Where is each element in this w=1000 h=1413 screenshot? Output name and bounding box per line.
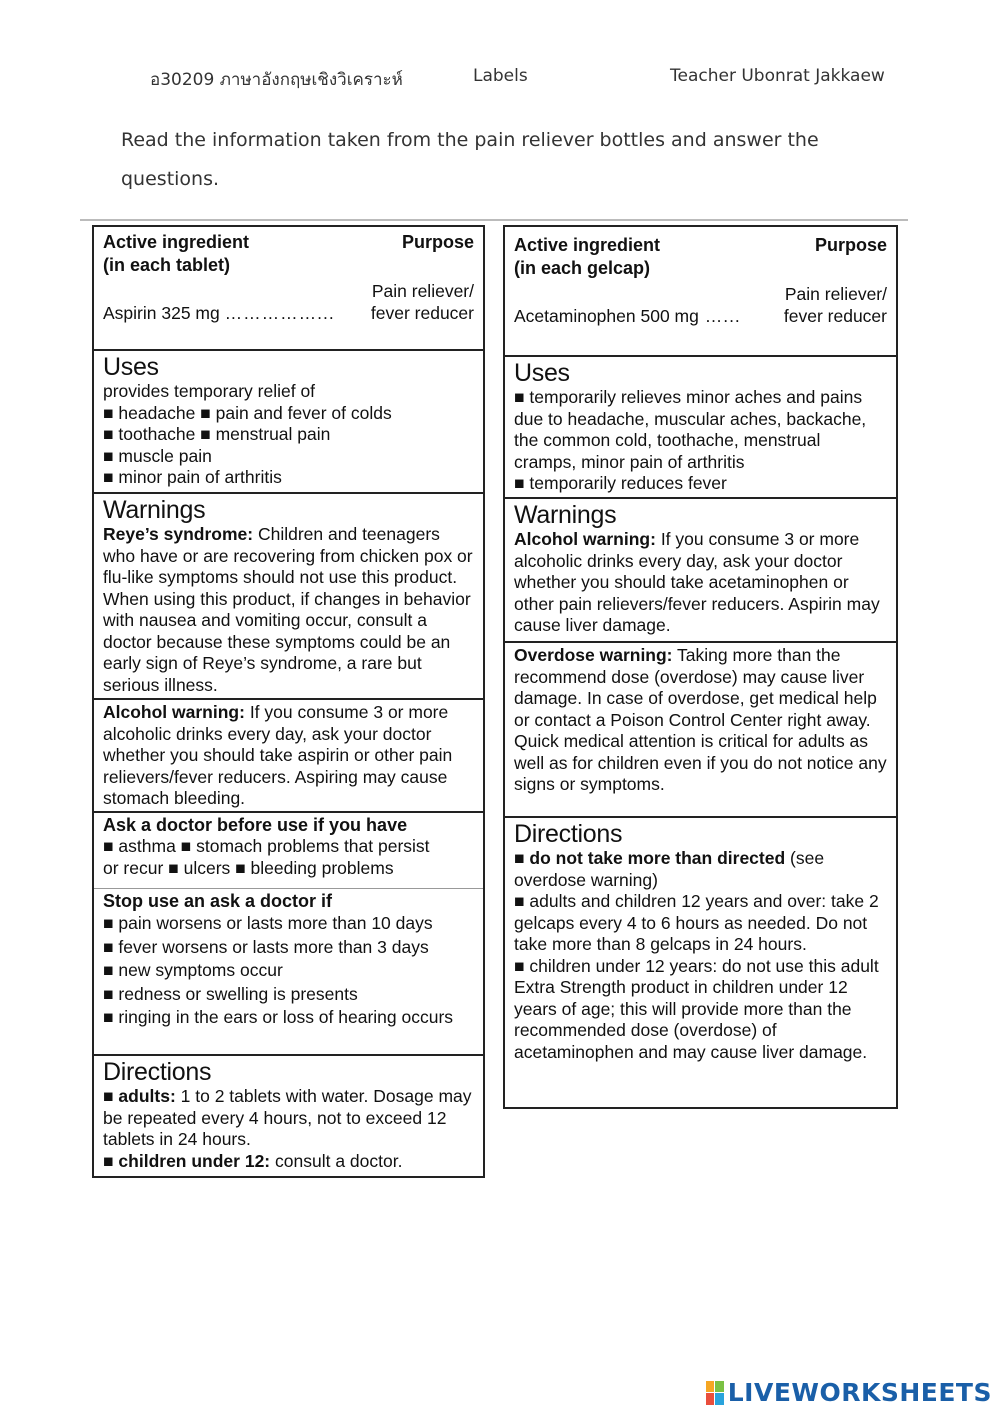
uses-item: ■ headache ■ pain and fever of colds [103,402,392,423]
divider [80,219,908,221]
uses-heading: Uses [103,353,159,381]
reye-text: Children and teenagers who have or are recovering from chicken pox or flu-like symptoms should not use this product. When using this product, if changes in behavior with nausea and vomiting occur, consult a doctor because these symptoms could be an early sign of Reye’s syndrome, a rare but serious illness. [103,524,473,695]
alcohol-text: If you consume 3 or more alcoholic drinks every day, ask your doctor whether you should take acetaminophen or other pain relievers/fever reducers. Aspirin may cause liver damage. [514,529,880,635]
purpose-line2: fever reducer [783,305,887,326]
warnings-section [505,497,896,641]
dir-item: ■ children under 12 years: do not use this adult Extra Strength product in children under 12 years of age; this will provide more than the recommended dose (overdose) of acetaminophen and may cause liver damage. [514,955,879,1062]
uses-intro: provides temporary relief of [103,381,316,401]
brand-name: LIVEWORKSHEETS [727,1378,992,1407]
purpose-heading: Purpose [814,235,887,255]
ask-item: ■ asthma ■ stomach problems that persist [103,836,430,856]
logo-icon [706,1381,724,1405]
overdose-label: Overdose warning: [514,645,673,665]
warnings-heading: Warnings [103,496,206,524]
ask-doctor-section [94,811,483,888]
alcohol-warning-section [94,698,483,811]
active-ingredient-subheading: (in each gelcap) [514,258,651,278]
dir-item: ■ adults and children 12 years and over: take 2 gelcaps every 4 to 6 hours as needed. Do not take more than 8 gelcaps in 24 hours. [514,891,879,954]
active-ingredient-heading: Active ingredient [514,235,661,255]
instructions: Read the information taken from the pain reliever bottles and answer the questions. [121,129,819,190]
overdose-text: Taking more than the recommend dose (overdose) may cause liver damage. In case of overdose, get medical help or contact a Poison Control Center right away. Quick medical attention is critical for adults as well as for children even if you do not notice any signs or symptoms. [514,645,887,794]
overdose-warning-section [505,641,896,816]
stop-item: ■ redness or swelling is presents [103,983,358,1004]
acetaminophen-label [503,225,898,1109]
alcohol-text: If you consume 3 or more alcoholic drinks every day, ask your doctor whether you should take aspirin or other pain relievers/fever reducers. Aspiring may cause stomach bleeding. [103,702,453,808]
uses-item: ■ temporarily reduces fever [514,473,727,493]
ingredient-dots: ……………... [224,302,335,323]
active-ingredient-heading: Active ingredient [103,232,250,252]
teacher-name: Teacher Ubonrat Jakkaew [670,66,885,86]
dir-item-label: ■ do not take more than directed [514,848,786,868]
liveworksheets-logo [706,1378,992,1407]
alcohol-label: Alcohol warning: [103,702,245,722]
course-title: อ30209 ภาษาอังกฤษเชิงวิเคราะห์ [150,70,403,90]
uses-item: ■ minor pain of arthritis [103,467,282,487]
uses-heading: Uses [514,359,570,387]
stop-use-heading: Stop use an ask a doctor if [103,891,333,911]
purpose-line2: fever reducer [370,302,474,323]
ingredient-name: Aspirin 325 mg [103,302,220,323]
alcohol-label: Alcohol warning: [514,529,656,549]
uses-item: ■ temporarily relieves minor aches and pains due to headache, muscular aches, backache, the common cold, toothache, menstrual cramps, minor pain of arthritis [514,387,867,472]
stop-item: ■ new symptoms occur [103,960,283,980]
warnings-section [94,492,483,698]
topic-title: Labels [473,66,528,86]
dir-adults-label: ■ adults: [103,1086,176,1106]
warnings-heading: Warnings [514,501,617,529]
dir-children-text: consult a doctor. [270,1150,403,1171]
uses-section [505,355,896,497]
stop-use-section [94,888,483,1054]
dir-adults-text: 1 to 2 tablets with water. Dosage may be repeated every 4 hours, not to exceed 12 tablets in 24 hours. [103,1086,472,1149]
active-ingredient-section [94,225,483,349]
purpose-line1: Pain reliever/ [371,281,474,301]
directions-section [505,816,896,1107]
purpose-line1: Pain reliever/ [784,284,887,304]
stop-item: ■ ringing in the ears or loss of hearing occurs [103,1007,454,1027]
uses-item: ■ toothache ■ menstrual pain [103,424,331,444]
directions-section [94,1054,483,1176]
uses-item: ■ muscle pain [103,445,212,466]
ingredient-dots: …... [698,305,741,326]
ingredient-name: Acetaminophen 500 mg [514,305,699,326]
reye-label: Reye’s syndrome: [103,524,254,544]
ask-item: or recur ■ ulcers ■ bleeding problems [103,857,394,878]
uses-section [94,349,483,492]
aspirin-label [92,225,485,1178]
active-ingredient-subheading: (in each tablet) [103,255,231,275]
directions-heading: Directions [514,820,623,848]
stop-item: ■ pain worsens or lasts more than 10 days [103,913,433,933]
stop-item: ■ fever worsens or lasts more than 3 days [103,936,429,957]
active-ingredient-section [505,225,896,355]
directions-heading: Directions [103,1058,212,1086]
dir-children-label: ■ children under 12: [103,1150,271,1171]
purpose-heading: Purpose [401,232,474,252]
dir-item-text: (see overdose warning) [514,848,825,890]
ask-doctor-heading: Ask a doctor before use if you have [103,815,408,835]
